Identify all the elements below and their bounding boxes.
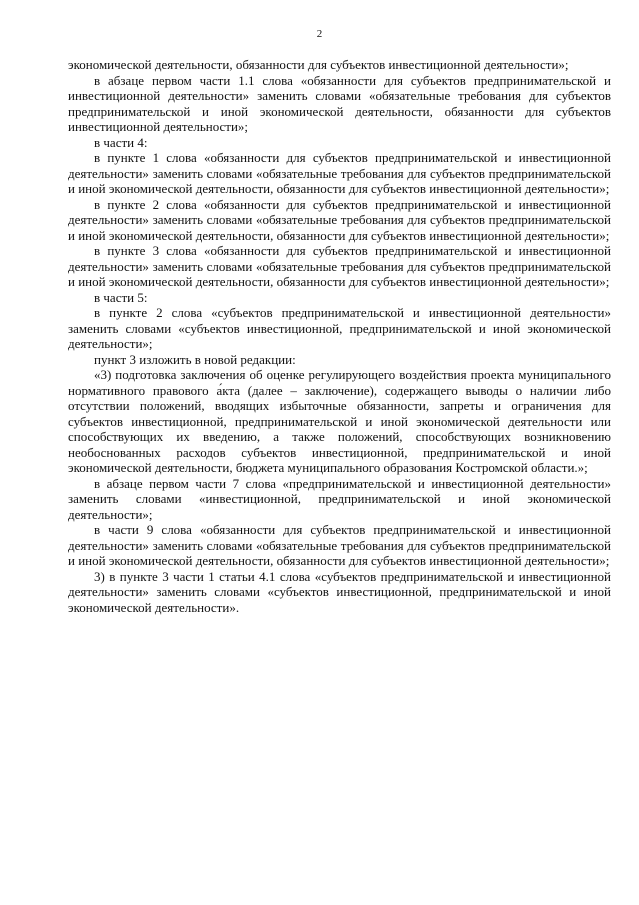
paragraph-part-4-heading: в части 4: — [94, 134, 148, 150]
paragraph-part-5-item-3-intro: пункт 3 изложить в новой редакции: — [94, 351, 296, 367]
paragraph-part-5-heading: в части 5: — [94, 289, 148, 305]
paragraph-continuation: экономической деятельности, обязанности для субъектов инвестиционной деятельности»; — [68, 57, 569, 72]
document-body — [68, 57, 611, 615]
page-number: 2 — [316, 28, 323, 40]
paragraph-part-4-item-1: в пункте 1 слова «обязанности для субъектов предпринимательской и инвестиционной деятельности» заменить словами «обязательные требования для субъектов предпринимательской и иной экономической деятельности, обязанности для субъектов инвестиционной деятельности»; — [68, 150, 611, 196]
paragraph-article-4-1: 3) в пункте 3 части 1 статьи 4.1 слова «субъектов предпринимательской и инвестиционной деятельности» заменить словами «субъектов инвестиционной, предпринимательской и иной экономической деятельности». — [68, 568, 611, 615]
paragraph-part-4-item-3: в пункте 3 слова «обязанности для субъектов предпринимательской и инвестиционной деятельности» заменить словами «обязательные требования для субъектов предпринимательской и иной экономической деятельности, обязанности для субъектов инвестиционной деятельности»; — [68, 243, 611, 289]
paragraph-part-5-item-3-text: «3) подготовка заключения об оценке регулирующего воздействия проекта муниципального нормативного правового а́кта (далее – заключение), содержащего выводы о наличии либо отсутствии положений, вводящих избыточные обязанности, запреты и ограничения для субъектов инвестиционной, предпринимательской и иной экономической деятельности или способствующих их введению, а также положений, способствующих возникновению необоснованных расходов субъектов инвестиционной, предпринимательской и иной экономической деятельности, бюджета муниципального образования Костромской области.»; — [68, 367, 611, 475]
paragraph-part-7: в абзаце первом части 7 слова «предпринимательской и инвестиционной деятельности» заменить словами «инвестиционной, предпринимательской и иной экономической деятельности»; — [68, 475, 611, 522]
paragraph-part-9: в части 9 слова «обязанности для субъектов предпринимательской и инвестиционной деятельности» заменить словами «обязательные требования для субъектов предпринимательской и иной экономической деятельности, обязанности для субъектов инвестиционной деятельности»; — [68, 522, 611, 568]
paragraph-part-4-item-2: в пункте 2 слова «обязанности для субъектов предпринимательской и инвестиционной деятельности» заменить словами «обязательные требования для субъектов предпринимательской и иной экономической деятельности, обязанности для субъектов инвестиционной деятельности»; — [68, 196, 611, 243]
paragraph-part-5-item-2: в пункте 2 слова «субъектов предпринимательской и инвестиционной деятельности» заменить словами «субъектов инвестиционной, предпринимательской и иной экономической деятельности»; — [68, 305, 611, 351]
paragraph-part-1-1: в абзаце первом части 1.1 слова «обязанности для субъектов предпринимательской и инвестиционной деятельности» заменить словами «обязательные требования для субъектов предпринимательской и иной экономической деятельности, обязанности для субъектов инвестиционной деятельности»; — [68, 72, 611, 134]
